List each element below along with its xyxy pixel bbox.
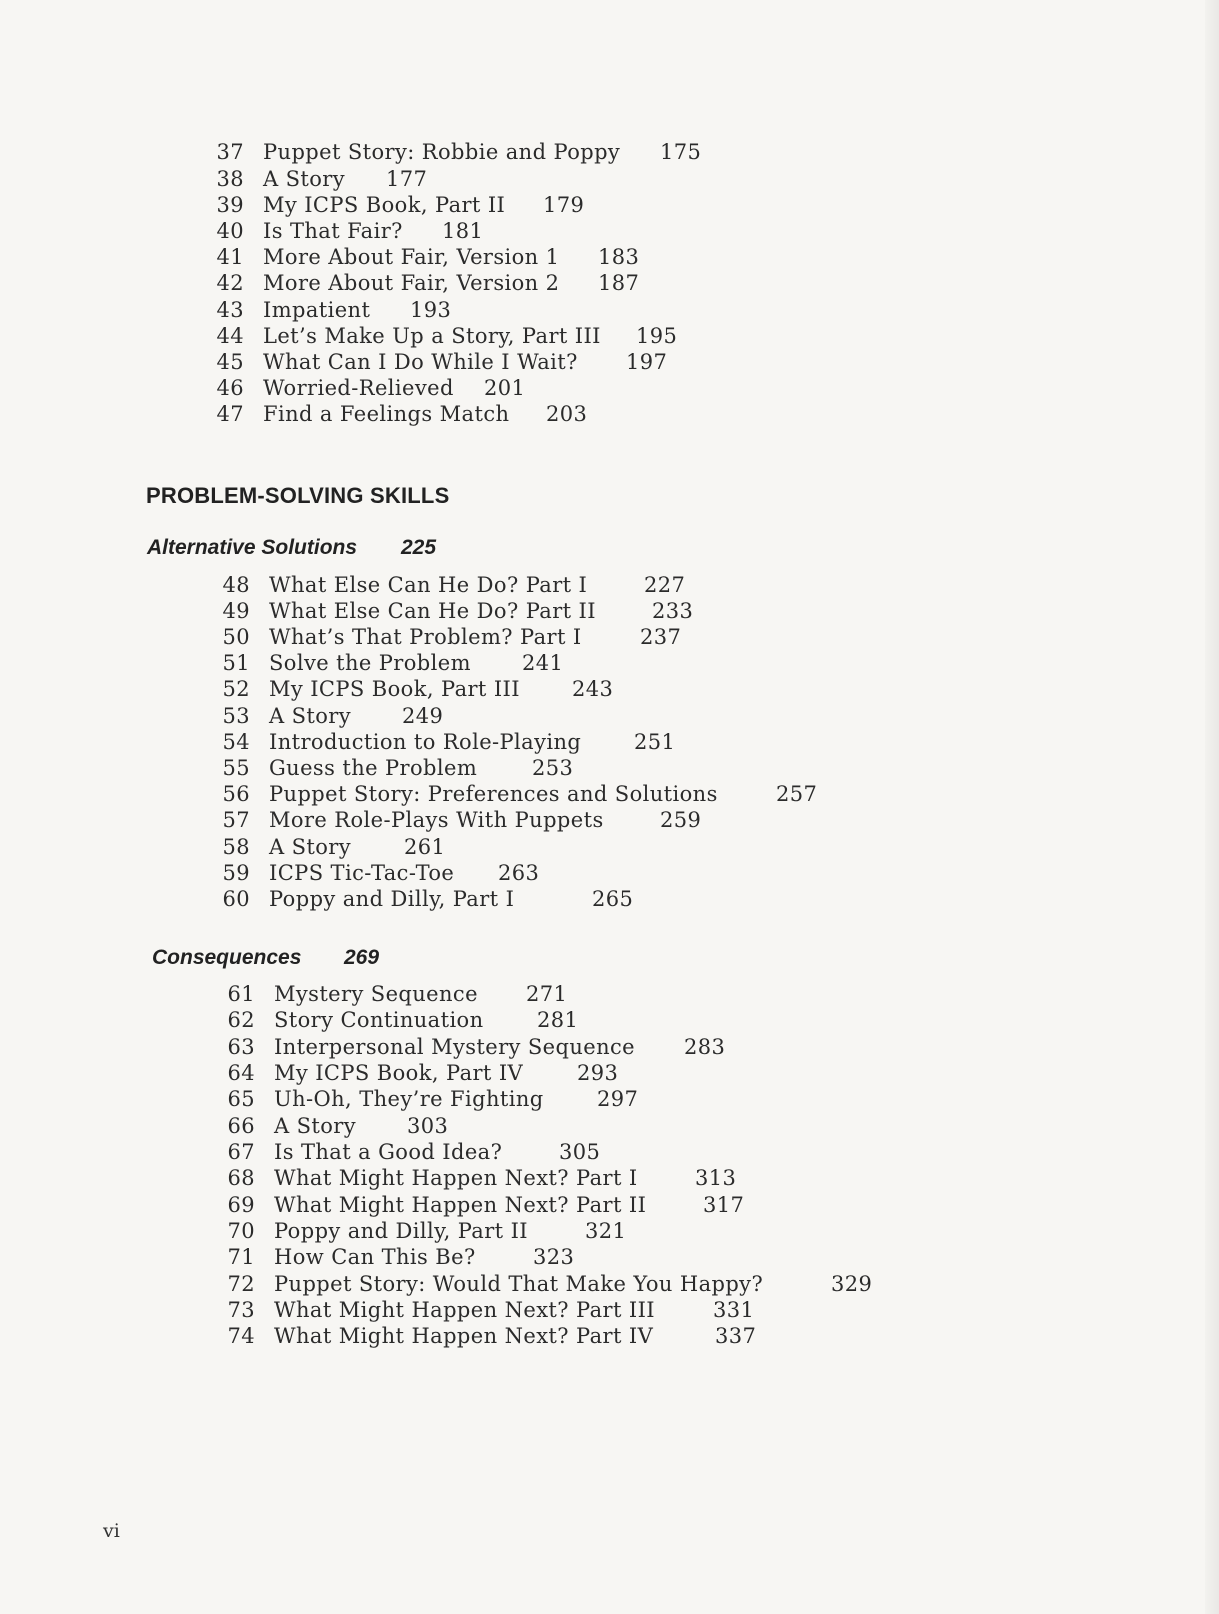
entry-page: 193 [410, 298, 452, 322]
entry-page: 237 [640, 625, 682, 649]
entry-page: 303 [407, 1114, 449, 1138]
entry-title: More Role-Plays With Puppets [269, 808, 604, 832]
entry-title: Puppet Story: Would That Make You Happy? [274, 1272, 764, 1296]
entry-page: 175 [660, 140, 702, 164]
entry-title: A Story [269, 835, 352, 859]
entry-number: 51 [222, 651, 250, 675]
entry-title: Introduction to Role-Playing [269, 730, 582, 754]
entry-page: 331 [713, 1298, 755, 1322]
subsection-label: Alternative Solutions [147, 536, 358, 559]
entry-page: 323 [533, 1245, 575, 1269]
entry-title: My ICPS Book, Part IV [274, 1061, 524, 1085]
entry-number: 49 [222, 599, 250, 623]
entry-title: Story Continuation [274, 1008, 484, 1032]
entry-number: 52 [222, 677, 250, 701]
entry-title: ICPS Tic-Tac-Toe [269, 861, 455, 885]
entry-number: 65 [227, 1087, 255, 1111]
entry-title: A Story [263, 167, 346, 191]
page-number: vi [103, 1520, 120, 1542]
entry-title: A Story [274, 1114, 357, 1138]
entry-page: 293 [577, 1061, 619, 1085]
entry-number: 70 [227, 1219, 255, 1243]
entry-number: 63 [227, 1035, 255, 1059]
subsection-page: 269 [344, 946, 380, 969]
entry-number: 37 [216, 140, 244, 164]
entry-page: 271 [526, 982, 568, 1006]
entry-number: 71 [227, 1245, 255, 1269]
entry-page: 321 [585, 1219, 627, 1243]
entry-number: 44 [216, 324, 244, 348]
subsection-heading-consequences[interactable] [152, 946, 380, 970]
entry-title: What Else Can He Do? Part I [269, 573, 588, 597]
subsection-page: 225 [401, 536, 437, 559]
entry-page: 187 [598, 271, 640, 295]
entry-title: More About Fair, Version 1 [263, 245, 560, 269]
entry-page: 181 [442, 219, 484, 243]
entry-page: 201 [484, 376, 526, 400]
entry-page: 337 [715, 1324, 757, 1348]
entry-page: 297 [597, 1087, 639, 1111]
page-edge-shadow [1205, 0, 1219, 1614]
subsection-heading-alternative-solutions[interactable] [147, 536, 437, 560]
entry-number: 60 [222, 887, 250, 911]
entry-page: 253 [532, 756, 574, 780]
entry-number: 73 [227, 1298, 255, 1322]
entry-title: What Can I Do While I Wait? [263, 350, 578, 374]
entry-page: 281 [537, 1008, 579, 1032]
entry-number: 54 [222, 730, 250, 754]
entry-number: 39 [216, 193, 244, 217]
entry-number: 59 [222, 861, 250, 885]
entry-page: 179 [543, 193, 585, 217]
entry-number: 46 [216, 376, 244, 400]
entry-number: 68 [227, 1166, 255, 1190]
entry-title: Is That a Good Idea? [274, 1140, 503, 1164]
entry-title: More About Fair, Version 2 [263, 271, 560, 295]
entry-number: 42 [216, 271, 244, 295]
entry-title: What Might Happen Next? Part III [274, 1298, 655, 1322]
entry-page: 177 [386, 167, 428, 191]
entry-title: Find a Feelings Match [263, 402, 510, 426]
entry-title: My ICPS Book, Part II [263, 193, 506, 217]
entry-number: 40 [216, 219, 244, 243]
entry-title: What Might Happen Next? Part I [274, 1166, 638, 1190]
entry-number: 64 [227, 1061, 255, 1085]
entry-title: What’s That Problem? Part I [269, 625, 582, 649]
entry-title: Let’s Make Up a Story, Part III [263, 324, 601, 348]
entry-title: Mystery Sequence [274, 982, 478, 1006]
entry-number: 67 [227, 1140, 255, 1164]
entry-number: 74 [227, 1324, 255, 1348]
entry-number: 69 [227, 1193, 255, 1217]
entry-page: 329 [831, 1272, 873, 1296]
entry-title: Is That Fair? [263, 219, 403, 243]
subsection-label: Consequences [152, 946, 302, 969]
entry-number: 48 [222, 573, 250, 597]
entry-number: 41 [216, 245, 244, 269]
entry-page: 263 [498, 861, 540, 885]
entry-number: 72 [227, 1272, 255, 1296]
entry-page: 313 [695, 1166, 737, 1190]
entry-page: 317 [703, 1193, 745, 1217]
entry-page: 195 [636, 324, 678, 348]
entry-number: 56 [222, 782, 250, 806]
entry-title: Poppy and Dilly, Part I [269, 887, 515, 911]
entry-number: 47 [216, 402, 244, 426]
entry-number: 53 [222, 704, 250, 728]
entry-page: 265 [592, 887, 634, 911]
entry-page: 251 [634, 730, 676, 754]
entry-title: Solve the Problem [269, 651, 471, 675]
entry-title: Uh-Oh, They’re Fighting [274, 1087, 544, 1111]
entry-number: 43 [216, 298, 244, 322]
entry-page: 261 [404, 835, 446, 859]
entry-number: 66 [227, 1114, 255, 1138]
entry-title: What Else Can He Do? Part II [269, 599, 596, 623]
section-heading: PROBLEM-SOLVING SKILLS [146, 483, 450, 508]
entry-number: 58 [222, 835, 250, 859]
entry-page: 283 [684, 1035, 726, 1059]
entry-number: 45 [216, 350, 244, 374]
entry-number: 62 [227, 1008, 255, 1032]
entry-page: 243 [572, 677, 614, 701]
entry-number: 55 [222, 756, 250, 780]
entry-page: 259 [660, 808, 702, 832]
entry-title: Worried-Relieved [263, 376, 454, 400]
entry-title: My ICPS Book, Part III [269, 677, 520, 701]
entry-page: 241 [522, 651, 564, 675]
entry-page: 249 [402, 704, 444, 728]
entry-page: 233 [652, 599, 694, 623]
entry-title: Puppet Story: Robbie and Poppy [263, 140, 621, 164]
entry-page: 203 [546, 402, 588, 426]
entry-number: 50 [222, 625, 250, 649]
entry-page: 257 [776, 782, 818, 806]
entry-page: 305 [559, 1140, 601, 1164]
entry-title: Poppy and Dilly, Part II [274, 1219, 528, 1243]
entry-page: 197 [626, 350, 668, 374]
entry-number: 57 [222, 808, 250, 832]
entry-title: A Story [269, 704, 352, 728]
entry-title: What Might Happen Next? Part II [274, 1193, 647, 1217]
entry-title: What Might Happen Next? Part IV [274, 1324, 654, 1348]
entry-number: 61 [227, 982, 255, 1006]
entry-title: How Can This Be? [274, 1245, 476, 1269]
entry-title: Guess the Problem [269, 756, 478, 780]
entry-page: 183 [598, 245, 640, 269]
entry-page: 227 [644, 573, 686, 597]
entry-title: Interpersonal Mystery Sequence [274, 1035, 636, 1059]
entry-number: 38 [216, 167, 244, 191]
entry-title: Impatient [263, 298, 371, 322]
entry-title: Puppet Story: Preferences and Solutions [269, 782, 718, 806]
